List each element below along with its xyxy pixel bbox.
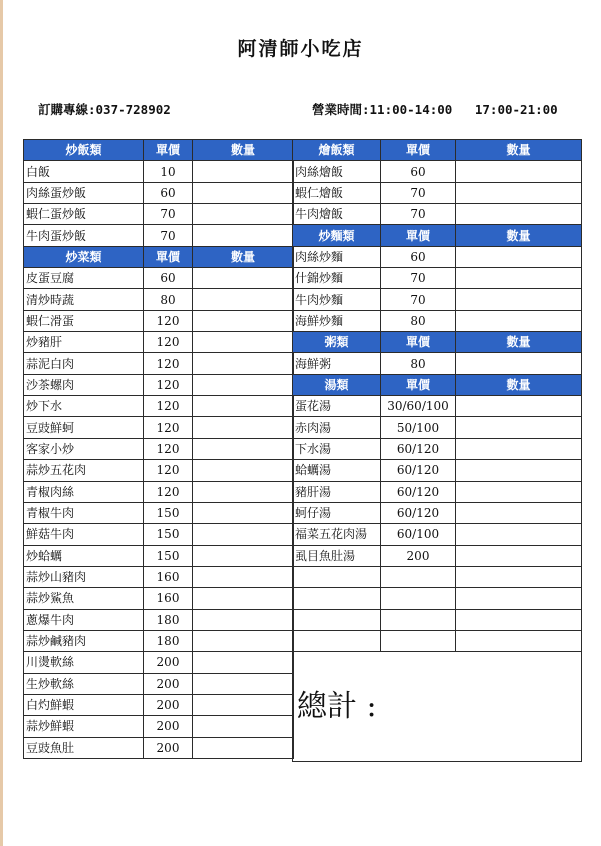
category-header-row: [293, 332, 582, 353]
category-name: 炒麵類: [293, 225, 381, 246]
quantity-cell[interactable]: [193, 417, 294, 438]
quantity-cell[interactable]: [193, 289, 294, 310]
item-price: 60: [381, 246, 456, 267]
quantity-cell[interactable]: [456, 438, 582, 459]
menu-item-row: [293, 182, 582, 203]
quantity-cell[interactable]: [456, 310, 582, 331]
item-price: 80: [381, 310, 456, 331]
item-name: 鮮菇牛肉: [24, 524, 144, 545]
item-name: 蚵仔湯: [293, 502, 381, 523]
category-header-row: [24, 246, 294, 267]
item-name: 下水湯: [293, 438, 381, 459]
item-price: 60/120: [381, 460, 456, 481]
item-name: 皮蛋豆腐: [24, 268, 144, 289]
menu-item-row: [24, 332, 294, 353]
quantity-cell[interactable]: [456, 460, 582, 481]
item-price: 120: [144, 374, 193, 395]
price-header: 單價: [381, 332, 456, 353]
quantity-cell[interactable]: [193, 310, 294, 331]
quantity-cell[interactable]: [456, 481, 582, 502]
menu-item-row: [24, 204, 294, 225]
menu-item-row: [24, 524, 294, 545]
price-header: 單價: [381, 225, 456, 246]
item-price: 60/100: [381, 524, 456, 545]
page-left-edge: [0, 0, 3, 846]
price-header: 單價: [381, 374, 456, 395]
menu-item-row: [293, 204, 582, 225]
quantity-cell[interactable]: [193, 374, 294, 395]
category-name: 湯類: [293, 374, 381, 395]
item-price: [381, 588, 456, 609]
quantity-cell[interactable]: [193, 588, 294, 609]
menu-item-row: [24, 374, 294, 395]
item-price: 120: [144, 332, 193, 353]
quantity-header: 數量: [456, 225, 582, 246]
quantity-cell[interactable]: [456, 417, 582, 438]
total-row: [293, 652, 582, 762]
quantity-cell[interactable]: [193, 161, 294, 182]
menu-item-row: [24, 545, 294, 566]
item-name: 白飯: [24, 161, 144, 182]
quantity-cell[interactable]: [193, 502, 294, 523]
menu-item-row: [24, 460, 294, 481]
item-name: 肉絲燴飯: [293, 161, 381, 182]
item-name: 青椒牛肉: [24, 502, 144, 523]
category-header-row: [24, 140, 294, 161]
item-name: 白灼鮮蝦: [24, 694, 144, 715]
item-name: [293, 566, 381, 587]
menu-item-row: [24, 737, 294, 758]
price-header: 單價: [144, 246, 193, 267]
quantity-header: 數量: [456, 332, 582, 353]
item-price: 60: [144, 182, 193, 203]
quantity-cell[interactable]: [193, 524, 294, 545]
category-name: 燴飯類: [293, 140, 381, 161]
item-price: 180: [144, 609, 193, 630]
item-price: [381, 630, 456, 651]
item-name: 蒜炒鮮蝦: [24, 716, 144, 737]
price-header: 單價: [144, 140, 193, 161]
menu-item-row: [293, 460, 582, 481]
menu-item-row: [293, 588, 582, 609]
item-name: 蔥爆牛肉: [24, 609, 144, 630]
menu-item-row: [24, 566, 294, 587]
menu-item-row: [24, 225, 294, 246]
menu-item-row: [293, 502, 582, 523]
menu-item-row: [293, 246, 582, 267]
menu-item-row: [24, 652, 294, 673]
item-price: 150: [144, 502, 193, 523]
quantity-cell[interactable]: [456, 161, 582, 182]
item-name: 沙茶螺肉: [24, 374, 144, 395]
quantity-cell[interactable]: [193, 566, 294, 587]
item-price: 180: [144, 630, 193, 651]
quantity-cell[interactable]: [193, 694, 294, 715]
menu-item-row: [293, 396, 582, 417]
quantity-cell[interactable]: [193, 630, 294, 651]
item-name: 豬肝湯: [293, 481, 381, 502]
quantity-header: 數量: [456, 140, 582, 161]
item-name: [293, 588, 381, 609]
item-name: 肉絲蛋炒飯: [24, 182, 144, 203]
quantity-cell[interactable]: [193, 438, 294, 459]
item-price: 70: [381, 289, 456, 310]
business-hours: 營業時間:11:00-14:00 17:00-21:00: [312, 102, 558, 117]
order-phone: 訂購專線:037-728902: [38, 102, 171, 117]
quantity-cell[interactable]: [456, 396, 582, 417]
menu-item-row: [293, 161, 582, 182]
menu-item-row: [293, 417, 582, 438]
menu-item-row: [293, 289, 582, 310]
menu-item-row: [24, 673, 294, 694]
menu-item-row: [24, 588, 294, 609]
item-name: 虱目魚肚湯: [293, 545, 381, 566]
quantity-cell[interactable]: [193, 609, 294, 630]
quantity-cell[interactable]: [456, 545, 582, 566]
item-name: 豆豉魚肚: [24, 737, 144, 758]
quantity-cell[interactable]: [456, 588, 582, 609]
item-name: 什錦炒麵: [293, 268, 381, 289]
quantity-cell[interactable]: [456, 566, 582, 587]
menu-item-row: [24, 609, 294, 630]
quantity-cell[interactable]: [456, 182, 582, 203]
menu-item-row: [24, 353, 294, 374]
item-name: 海鮮粥: [293, 353, 381, 374]
item-price: 60/120: [381, 438, 456, 459]
item-name: 青椒肉絲: [24, 481, 144, 502]
item-price: 160: [144, 588, 193, 609]
item-name: 豆豉鮮蚵: [24, 417, 144, 438]
item-name: 牛肉蛋炒飯: [24, 225, 144, 246]
item-name: 川燙軟絲: [24, 652, 144, 673]
category-header-row: [293, 140, 582, 161]
item-price: 120: [144, 481, 193, 502]
menu-table-left: [23, 139, 294, 759]
item-price: 70: [381, 204, 456, 225]
quantity-cell[interactable]: [456, 268, 582, 289]
item-price: 70: [381, 268, 456, 289]
menu-item-row: [293, 524, 582, 545]
menu-item-row: [24, 716, 294, 737]
item-name: 蝦仁燴飯: [293, 182, 381, 203]
shop-title: 阿清師小吃店: [237, 38, 364, 60]
item-name: 炒蛤蠣: [24, 545, 144, 566]
price-header: 單價: [381, 140, 456, 161]
quantity-cell[interactable]: [193, 332, 294, 353]
item-name: 赤肉湯: [293, 417, 381, 438]
item-name: 蝦仁滑蛋: [24, 310, 144, 331]
menu-item-row: [24, 268, 294, 289]
quantity-header: 數量: [193, 246, 294, 267]
menu-item-row: [293, 566, 582, 587]
item-name: 生炒軟絲: [24, 673, 144, 694]
item-name: 福菜五花肉湯: [293, 524, 381, 545]
quantity-cell[interactable]: [456, 289, 582, 310]
item-name: 蒜炒鯊魚: [24, 588, 144, 609]
quantity-cell[interactable]: [193, 652, 294, 673]
menu-item-row: [24, 438, 294, 459]
item-price: 60/120: [381, 481, 456, 502]
item-price: 60: [144, 268, 193, 289]
category-name: 粥類: [293, 332, 381, 353]
item-name: 蒜炒五花肉: [24, 460, 144, 481]
item-name: [293, 609, 381, 630]
item-name: 肉絲炒麵: [293, 246, 381, 267]
menu-item-row: [293, 310, 582, 331]
menu-item-row: [24, 694, 294, 715]
item-price: 120: [144, 460, 193, 481]
menu-item-row: [24, 289, 294, 310]
category-name: 炒飯類: [24, 140, 144, 161]
quantity-cell[interactable]: [193, 673, 294, 694]
item-price: 120: [144, 396, 193, 417]
menu-item-row: [24, 630, 294, 651]
item-name: 客家小炒: [24, 438, 144, 459]
item-price: 150: [144, 524, 193, 545]
item-price: [381, 566, 456, 587]
item-price: 120: [144, 438, 193, 459]
quantity-cell[interactable]: [456, 524, 582, 545]
category-name: 炒菜類: [24, 246, 144, 267]
quantity-header: 數量: [456, 374, 582, 395]
category-header-row: [293, 225, 582, 246]
item-price: 60/120: [381, 502, 456, 523]
item-price: 70: [144, 204, 193, 225]
item-price: 160: [144, 566, 193, 587]
total-label: 總計 :: [293, 652, 582, 762]
item-price: 200: [144, 652, 193, 673]
quantity-cell[interactable]: [193, 737, 294, 758]
quantity-cell[interactable]: [193, 268, 294, 289]
item-price: 80: [381, 353, 456, 374]
quantity-cell[interactable]: [193, 204, 294, 225]
item-name: 海鮮炒麵: [293, 310, 381, 331]
item-name: 蒜炒山豬肉: [24, 566, 144, 587]
item-price: [381, 609, 456, 630]
menu-item-row: [293, 545, 582, 566]
item-price: 80: [144, 289, 193, 310]
item-name: 炒下水: [24, 396, 144, 417]
item-name: 蒜炒鹹豬肉: [24, 630, 144, 651]
item-price: 70: [381, 182, 456, 203]
menu-item-row: [24, 310, 294, 331]
item-name: 蛤蠣湯: [293, 460, 381, 481]
quantity-header: 數量: [193, 140, 294, 161]
item-name: 清炒時蔬: [24, 289, 144, 310]
item-name: 蝦仁蛋炒飯: [24, 204, 144, 225]
menu-item-row: [293, 630, 582, 651]
quantity-cell[interactable]: [456, 353, 582, 374]
menu-item-row: [24, 417, 294, 438]
item-name: 牛肉燴飯: [293, 204, 381, 225]
item-price: 70: [144, 225, 193, 246]
menu-item-row: [293, 609, 582, 630]
quantity-cell[interactable]: [456, 204, 582, 225]
item-price: 150: [144, 545, 193, 566]
menu-item-row: [24, 396, 294, 417]
item-price: 120: [144, 353, 193, 374]
quantity-cell[interactable]: [456, 630, 582, 651]
item-price: 200: [144, 694, 193, 715]
menu-item-row: [293, 438, 582, 459]
item-price: 200: [144, 716, 193, 737]
menu-item-row: [24, 182, 294, 203]
quantity-cell[interactable]: [456, 609, 582, 630]
menu-item-row: [293, 481, 582, 502]
item-price: 200: [144, 673, 193, 694]
item-price: 10: [144, 161, 193, 182]
item-price: 30/60/100: [381, 396, 456, 417]
quantity-cell[interactable]: [193, 182, 294, 203]
quantity-cell[interactable]: [193, 460, 294, 481]
item-name: 蒜泥白肉: [24, 353, 144, 374]
menu-item-row: [24, 502, 294, 523]
item-price: 120: [144, 310, 193, 331]
quantity-cell[interactable]: [456, 502, 582, 523]
item-name: 蛋花湯: [293, 396, 381, 417]
item-price: 200: [381, 545, 456, 566]
menu-item-row: [24, 481, 294, 502]
item-price: 60: [381, 161, 456, 182]
quantity-cell[interactable]: [193, 716, 294, 737]
item-name: [293, 630, 381, 651]
category-header-row: [293, 374, 582, 395]
quantity-cell[interactable]: [456, 246, 582, 267]
menu-item-row: [293, 353, 582, 374]
quantity-cell[interactable]: [193, 353, 294, 374]
menu-item-row: [24, 161, 294, 182]
quantity-cell[interactable]: [193, 481, 294, 502]
item-price: 50/100: [381, 417, 456, 438]
menu-item-row: [293, 268, 582, 289]
quantity-cell[interactable]: [193, 225, 294, 246]
item-name: 牛肉炒麵: [293, 289, 381, 310]
quantity-cell[interactable]: [193, 396, 294, 417]
item-price: 120: [144, 417, 193, 438]
item-name: 炒豬肝: [24, 332, 144, 353]
item-price: 200: [144, 737, 193, 758]
quantity-cell[interactable]: [193, 545, 294, 566]
menu-table-right: [292, 139, 582, 762]
